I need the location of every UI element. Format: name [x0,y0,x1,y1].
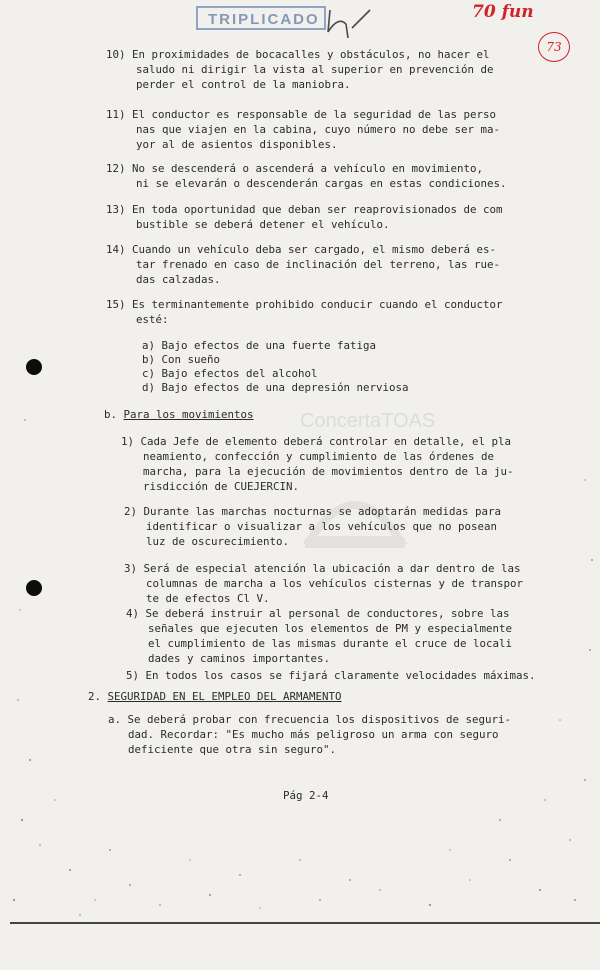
handwritten-page-number: 73 [538,32,570,62]
item-10-line-2: saludo ni dirigir la vista al superior en prevención de [136,63,494,76]
watermark-text: ConcertaTOAS [300,410,436,432]
movement-2-line-3: luz de oscurecimiento. [146,535,290,548]
movement-4-line-1: 4) Se deberá instruir al personal de conductores, sobre las [126,607,510,620]
movement-2-line-1: 2) Durante las marchas nocturnas se adoptarán medidas para [124,505,502,518]
condition-b: b) Con sueño [142,353,221,366]
movement-3-line-1: 3) Será de especial atención la ubicación a dar dentro de las [124,562,521,575]
movement-1-line-1: 1) Cada Jefe de elemento deberá controlar en detalle, el pla [121,435,512,448]
movement-4-line-2: señales que ejecuten los elementos de PM y especialmente [148,622,513,635]
handwritten-note: 70 fun [472,2,534,22]
item-a-line-1: a. Se deberá probar con frecuencia los dispositivos de seguri- [108,713,512,726]
movement-3-line-2: columnas de marcha a los vehículos cisternas y de transpor [146,577,524,590]
condition-d: d) Bajo efectos de una depresión nerviosa [142,381,409,394]
section-b-title: Para los movimientos [123,408,254,421]
movement-3-line-3: te de efectos Cl V. [146,592,270,605]
item-13-line-1: 13) En toda oportunidad que deban ser reaprovisionados de com [106,203,503,216]
item-12-line-1: 12) No se descenderá o ascenderá a vehículo en movimiento, [106,162,484,175]
item-15-line-1: 15) Es terminantemente prohibido conducir cuando el conductor [106,298,503,311]
movement-4-line-3: el cumplimiento de las mismas durante el cruce de locali [148,637,513,650]
triplicado-stamp: TRIPLICADO [196,6,326,30]
item-10-line-3: perder el control de la maniobra. [136,78,351,91]
condition-a: a) Bajo efectos de una fuerte fatiga [142,339,377,352]
item-11-line-3: yor al de asientos disponibles. [136,138,338,151]
section-b-prefix: b. [104,408,118,421]
item-14-line-1: 14) Cuando un vehículo deba ser cargado, el mismo deberá es- [106,243,497,256]
item-14-line-3: das calzadas. [136,273,221,286]
section-2-title: SEGURIDAD EN EL EMPLEO DEL ARMAMENTO [107,690,342,703]
movement-4-line-4: dades y caminos importantes. [148,652,331,665]
page-number: Pág 2-4 [283,789,329,802]
item-11-line-2: nas que viajen en la cabina, cuyo número no debe ser ma- [136,123,501,136]
condition-c: c) Bajo efectos del alcohol [142,367,318,380]
item-14-line-2: tar frenado en caso de inclinación del terreno, las rue- [136,258,501,271]
movement-1-line-4: risdicción de CUEJERCIN. [143,480,300,493]
item-10-line-1: 10) En proximidades de bocacalles y obstáculos, no hacer el [106,48,490,61]
item-11-line-1: 11) El conductor es responsable de la seguridad de las perso [106,108,497,121]
item-15-line-2: esté: [136,313,169,326]
movement-5-line-1: 5) En todos los casos se fijará claramente velocidades máximas. [126,669,536,682]
item-12-line-2: ni se elevarán o descenderán cargas en estas condiciones. [136,177,507,190]
movement-1-line-2: neamiento, confección y cumplimiento de las órdenes de [143,450,495,463]
section-2-prefix: 2. [88,690,102,703]
movement-2-line-2: identificar o visualizar a los vehículos que no posean [146,520,498,533]
item-a-line-2: dad. Recordar: "Es mucho más peligroso un arma con seguro [128,728,499,741]
movement-1-line-3: marcha, para la ejecución de movimientos dentro de la ju- [143,465,514,478]
item-13-line-2: bustible se deberá detener el vehículo. [136,218,390,231]
item-a-line-3: deficiente que otra sin seguro". [128,743,337,756]
